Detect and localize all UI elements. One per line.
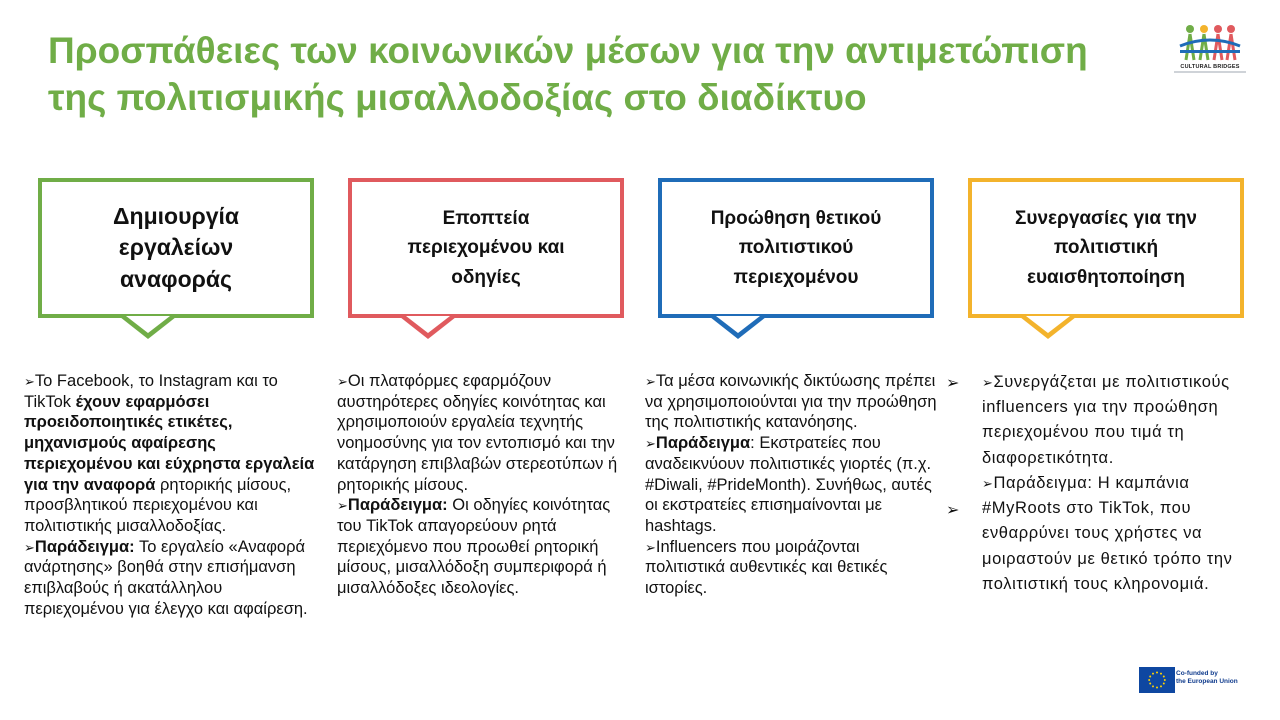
arrow-bullet-icon: ➢ [645, 374, 656, 389]
box-positive-content [658, 178, 934, 318]
arrow-bullet-icon: ➢ [337, 498, 348, 514]
arrow-bullet-icon: ➢ [946, 375, 960, 392]
box-pointer-inner [126, 316, 170, 333]
box-content-moderation [348, 178, 624, 318]
arrow-bullet-icon: ➢ [982, 475, 994, 491]
logo-text: CULTURAL BRIDGES [1180, 64, 1240, 70]
box-pointer-inner [406, 316, 450, 333]
eu-flag-icon [1139, 667, 1175, 693]
box-label: Συνεργασίες για την πολιτιστική ευαισθητοποίηση [1015, 207, 1197, 288]
box-reporting-tools [38, 178, 314, 318]
bullet-paragraph: ➢Influencers που μοιράζονται πολιτιστικά αυθεντικές και θετικές ιστορίες. [645, 537, 888, 598]
bullet-paragraph: ➢Οι πλατφόρμες εφαρμόζουν αυστηρότερες οδηγίες κοινότητας και χρησιμοποιούν εργαλεία τεχνητής νοημοσύνης για τον εντοπισμό και την κατάργηση επιβλαβών στερεοτύπων ή ρητορικής μίσους. [337, 372, 618, 494]
eu-cofunded-logo [1139, 667, 1249, 693]
arrow-bullet-icon: ➢ [24, 374, 35, 389]
box-pointer-inner [716, 316, 760, 333]
column-content-moderation [337, 371, 637, 599]
example-paragraph: ➢Παράδειγμα: Το εργαλείο «Αναφορά ανάρτησης» βοηθά στην επισήμανση επιβλαβούς ή ακατάλληλου περιεχομένου για έλεγχο και αφαίρεση. [24, 537, 308, 618]
example-paragraph: ➢Παράδειγμα: Εκστρατείες που αναδεικνύουν πολιτιστικές γιορτές (π.χ. #Diwali, #PrideMonth). Συνήθως, αυτές οι εκστρατείες επισημαίνονται με hashtags. [645, 434, 932, 535]
arrow-bullet-icon: ➢ [946, 502, 960, 519]
bullet-paragraph: ➢Συνεργάζεται με πολιτιστικούς influencers για την προώθηση περιεχομένου που τιμά τη διαφορετικότητα. [982, 373, 1230, 467]
box-label: Δημιουργία εργαλείων αναφοράς [112, 203, 240, 292]
arrow-bullet-icon: ➢ [24, 539, 35, 555]
box-label: Εποπτεία περιεχομένου και οδηγίες [407, 207, 565, 288]
column-reporting-tools [24, 371, 320, 619]
logo-underline [1174, 71, 1246, 73]
example-paragraph: ➢Παράδειγμα: Οι οδηγίες κοινότητας του TikTok απαγορεύουν ρητά περιεχόμενο που προωθεί ρητορική μίσους, μισαλλόδοξη συμπεριφορά ή μισαλλόδοξες ιδεολογίες. [337, 496, 611, 598]
arrow-bullet-icon: ➢ [645, 539, 656, 555]
box-pointer-inner [1026, 316, 1070, 333]
page-title: Προσπάθειες των κοινωνικών μέσων για την αντιμετώπιση της πολιτισμικής μισαλλοδοξίας στο διαδίκτυο [48, 30, 1088, 118]
arrow-bullet-icon: ➢ [337, 374, 348, 389]
box-label: Προώθηση θετικού πολιτιστικού περιεχομένου [710, 207, 882, 288]
arrow-bullet-icon: ➢ [982, 375, 994, 390]
bullet-paragraph: ➢Τα μέσα κοινωνικής δικτύωσης πρέπει να χρησιμοποιούνται για την προώθηση της πολιτιστικής κατανόησης. [645, 372, 937, 432]
eu-text: Co-funded by the European Union [1176, 670, 1238, 686]
column-partnerships [982, 370, 1252, 597]
box-partnerships [968, 178, 1244, 318]
arrow-bullet-icon: ➢ [645, 436, 656, 452]
bullet-paragraph: ➢Το Facebook, το Instagram και το TikTok έχουν εφαρμόσει προειδοποιητικές ετικέτες, μηχανισμούς αφαίρεσης περιεχομένου και εύχρηστα εργαλεία για την αναφορά ρητορικής μίσους, προσβλητικού περιεχομένου και πολιτιστικής μισαλλοδοξίας. [24, 372, 315, 535]
column-positive-content [645, 371, 943, 599]
example-paragraph: ➢Παράδειγμα: Η καμπάνια #MyRoots στο TikTok, που ενθαρρύνει τους χρήστες να μοιραστούν με θετικό τρόπο την πολιτιστική τους κληρονομιά. [982, 473, 1233, 593]
